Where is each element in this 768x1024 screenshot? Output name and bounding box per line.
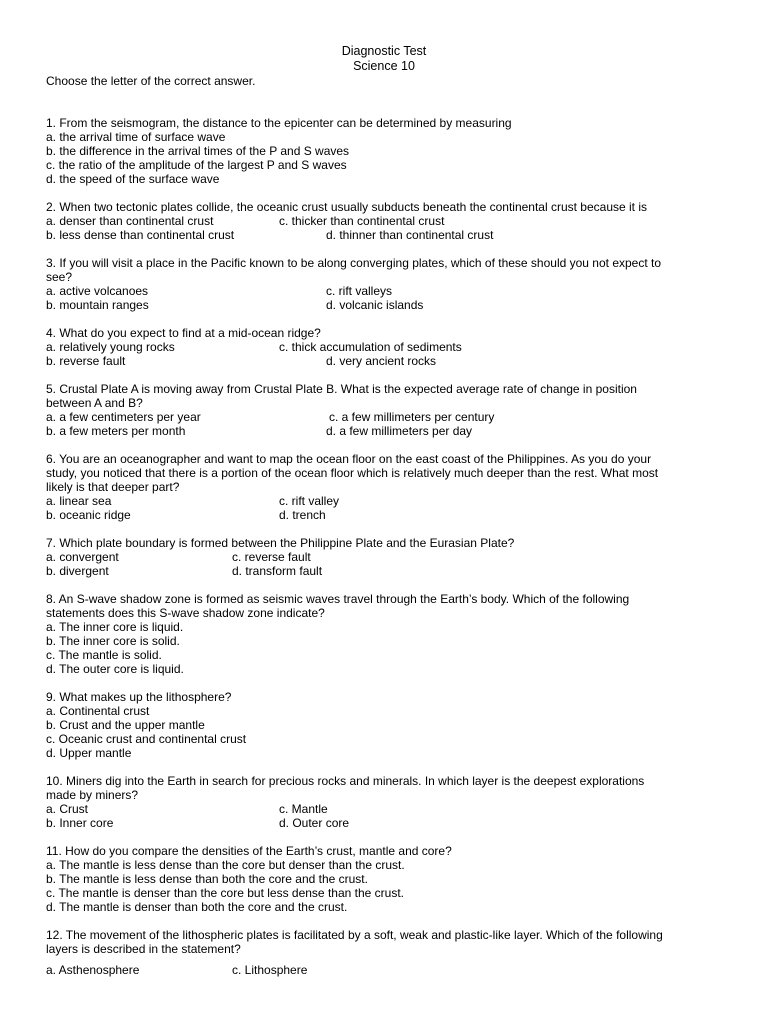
question-stem: see? <box>46 270 73 284</box>
answer-choice: b. mountain ranges <box>46 298 149 312</box>
question-stem: 10. Miners dig into the Earth in search for precious rocks and minerals. In which layer is the deepest explorations <box>46 774 645 788</box>
answer-choice: d. Upper mantle <box>46 746 132 760</box>
answer-choice: d. trench <box>279 508 326 522</box>
answer-choice: a. The mantle is less dense than the core but denser than the crust. <box>46 858 405 872</box>
question-stem: 8. An S-wave shadow zone is formed as seismic waves travel through the Earth’s body. Which of the following <box>46 592 630 606</box>
answer-choice: b. The mantle is less dense than both the core and the crust. <box>46 872 368 886</box>
answer-choice: d. The mantle is denser than both the core and the crust. <box>46 900 348 914</box>
answer-choice: a. Crust <box>46 802 89 816</box>
answer-choice: b. Inner core <box>46 816 114 830</box>
answer-choice: d. volcanic islands <box>326 298 424 312</box>
answer-choice: d. very ancient rocks <box>326 354 437 368</box>
page-title: Diagnostic Test <box>341 44 427 58</box>
answer-choice: b. divergent <box>46 564 109 578</box>
answer-choice: c. Oceanic crust and continental crust <box>46 732 247 746</box>
question-stem: statements does this S-wave shadow zone indicate? <box>46 606 325 620</box>
answer-choice: c. a few millimeters per century <box>329 410 495 424</box>
question-stem: between A and B? <box>46 396 143 410</box>
question-stem: layers is described in the statement? <box>46 942 241 956</box>
answer-choice: a. The inner core is liquid. <box>46 620 184 634</box>
page-subtitle: Science 10 <box>353 59 415 73</box>
question-stem: likely is that deeper part? <box>46 480 180 494</box>
answer-choice: b. reverse fault <box>46 354 126 368</box>
answer-choice: b. The inner core is solid. <box>46 634 180 648</box>
question-stem: 5. Crustal Plate A is moving away from Crustal Plate B. What is the expected average rate of change in position <box>46 382 637 396</box>
answer-choice: c. thicker than continental crust <box>279 214 445 228</box>
answer-choice: d. transform fault <box>232 564 323 578</box>
answer-choice: c. Lithosphere <box>232 963 308 977</box>
answer-choice: d. The outer core is liquid. <box>46 662 184 676</box>
answer-choice: a. a few centimeters per year <box>46 410 201 424</box>
question-stem: 1. From the seismogram, the distance to the epicenter can be determined by measuring <box>46 116 512 130</box>
question-stem: 12. The movement of the lithospheric plates is facilitated by a soft, weak and plastic-like layer. Which of the following <box>46 928 663 942</box>
question-stem: made by miners? <box>46 788 139 802</box>
question-stem: 11. How do you compare the densities of the Earth’s crust, mantle and core? <box>46 844 452 858</box>
answer-choice: b. the difference in the arrival times of the P and S waves <box>46 144 350 158</box>
answer-choice: c. reverse fault <box>232 550 311 564</box>
answer-choice: b. Crust and the upper mantle <box>46 718 205 732</box>
answer-choice: d. a few millimeters per day <box>326 424 473 438</box>
answer-choice: b. a few meters per month <box>46 424 186 438</box>
answer-choice: a. Asthenosphere <box>46 963 140 977</box>
question-stem: 6. You are an oceanographer and want to map the ocean floor on the east coast of the Philippines. As you do your <box>46 452 652 466</box>
question-stem: 7. Which plate boundary is formed between the Philippine Plate and the Eurasian Plate? <box>46 536 515 550</box>
answer-choice: c. rift valleys <box>326 284 393 298</box>
answer-choice: c. The mantle is solid. <box>46 648 162 662</box>
answer-choice: a. active volcanoes <box>46 284 149 298</box>
answer-choice: a. convergent <box>46 550 119 564</box>
question-stem: 9. What makes up the lithosphere? <box>46 690 232 704</box>
answer-choice: c. The mantle is denser than the core but less dense than the crust. <box>46 886 404 900</box>
question-stem: 3. If you will visit a place in the Pacific known to be along converging plates, which of these should you not expect to <box>46 256 662 270</box>
answer-choice: b. less dense than continental crust <box>46 228 235 242</box>
answer-choice: a. relatively young rocks <box>46 340 175 354</box>
answer-choice: c. thick accumulation of sediments <box>279 340 462 354</box>
answer-choice: a. denser than continental crust <box>46 214 214 228</box>
answer-choice: d. the speed of the surface wave <box>46 172 220 186</box>
answer-choice: a. linear sea <box>46 494 112 508</box>
question-stem: 4. What do you expect to find at a mid-ocean ridge? <box>46 326 321 340</box>
instructions: Choose the letter of the correct answer. <box>46 74 256 88</box>
question-stem: study, you noticed that there is a portion of the ocean floor which is relatively much deeper than the rest. What most <box>46 466 659 480</box>
answer-choice: d. Outer core <box>279 816 350 830</box>
answer-choice: a. the arrival time of surface wave <box>46 130 226 144</box>
answer-choice: a. Continental crust <box>46 704 150 718</box>
question-stem: 2. When two tectonic plates collide, the oceanic crust usually subducts beneath the continental crust because it is <box>46 200 648 214</box>
answer-choice: c. the ratio of the amplitude of the largest P and S waves <box>46 158 347 172</box>
answer-choice: d. thinner than continental crust <box>326 228 494 242</box>
answer-choice: c. Mantle <box>279 802 328 816</box>
answer-choice: c. rift valley <box>279 494 340 508</box>
answer-choice: b. oceanic ridge <box>46 508 131 522</box>
